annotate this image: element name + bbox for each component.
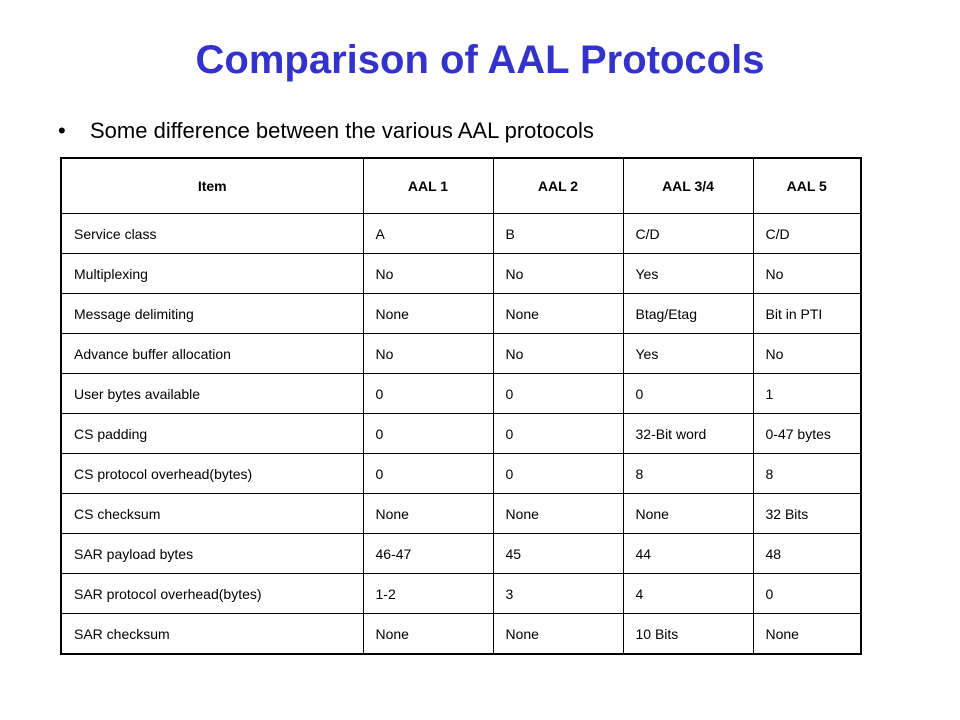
cell-aal34: None bbox=[623, 494, 753, 534]
cell-aal34: C/D bbox=[623, 214, 753, 254]
cell-aal1: None bbox=[363, 494, 493, 534]
cell-aal1: A bbox=[363, 214, 493, 254]
cell-aal1: None bbox=[363, 614, 493, 655]
cell-aal34: Btag/Etag bbox=[623, 294, 753, 334]
cell-item: SAR protocol overhead(bytes) bbox=[61, 574, 363, 614]
bullet-item bbox=[58, 116, 594, 146]
cell-aal34: 8 bbox=[623, 454, 753, 494]
cell-aal5: Bit in PTI bbox=[753, 294, 861, 334]
cell-aal2: 0 bbox=[493, 374, 623, 414]
table-row bbox=[61, 294, 861, 334]
cell-item: SAR checksum bbox=[61, 614, 363, 655]
cell-aal5: None bbox=[753, 614, 861, 655]
table-row bbox=[61, 334, 861, 374]
cell-aal2: No bbox=[493, 254, 623, 294]
cell-aal1: 46-47 bbox=[363, 534, 493, 574]
table-row bbox=[61, 374, 861, 414]
header-cell-aal1: AAL 1 bbox=[363, 158, 493, 214]
table-row bbox=[61, 574, 861, 614]
cell-aal5: 8 bbox=[753, 454, 861, 494]
cell-item: CS checksum bbox=[61, 494, 363, 534]
table-row bbox=[61, 414, 861, 454]
cell-item: Message delimiting bbox=[61, 294, 363, 334]
cell-aal34: Yes bbox=[623, 254, 753, 294]
cell-aal2: None bbox=[493, 494, 623, 534]
cell-item: SAR payload bytes bbox=[61, 534, 363, 574]
cell-item: CS padding bbox=[61, 414, 363, 454]
header-cell-aal5: AAL 5 bbox=[753, 158, 861, 214]
cell-aal5: 32 Bits bbox=[753, 494, 861, 534]
cell-item: Advance buffer allocation bbox=[61, 334, 363, 374]
cell-aal5: 0-47 bytes bbox=[753, 414, 861, 454]
bullet-icon: • bbox=[58, 118, 66, 143]
cell-aal5: 48 bbox=[753, 534, 861, 574]
cell-aal5: No bbox=[753, 254, 861, 294]
page-title: Comparison of AAL Protocols bbox=[195, 38, 765, 82]
header-cell-aal2: AAL 2 bbox=[493, 158, 623, 214]
cell-aal5: 0 bbox=[753, 574, 861, 614]
table-row bbox=[61, 614, 861, 655]
cell-aal34: 44 bbox=[623, 534, 753, 574]
cell-aal1: 0 bbox=[363, 374, 493, 414]
cell-aal1: 0 bbox=[363, 454, 493, 494]
cell-aal2: 3 bbox=[493, 574, 623, 614]
cell-aal5: No bbox=[753, 334, 861, 374]
cell-aal2: None bbox=[493, 294, 623, 334]
cell-aal1: 1-2 bbox=[363, 574, 493, 614]
cell-aal34: 10 Bits bbox=[623, 614, 753, 655]
bullet-text: Some difference between the various AAL protocols bbox=[90, 118, 594, 143]
cell-aal1: 0 bbox=[363, 414, 493, 454]
header-cell-item: Item bbox=[61, 158, 363, 214]
cell-aal2: 45 bbox=[493, 534, 623, 574]
cell-item: User bytes available bbox=[61, 374, 363, 414]
cell-item: CS protocol overhead(bytes) bbox=[61, 454, 363, 494]
cell-aal1: No bbox=[363, 254, 493, 294]
header-cell-aal34: AAL 3/4 bbox=[623, 158, 753, 214]
table-row bbox=[61, 454, 861, 494]
cell-aal34: 0 bbox=[623, 374, 753, 414]
cell-aal1: None bbox=[363, 294, 493, 334]
cell-aal34: 4 bbox=[623, 574, 753, 614]
cell-aal2: None bbox=[493, 614, 623, 655]
cell-aal2: No bbox=[493, 334, 623, 374]
table-body bbox=[61, 214, 861, 655]
cell-aal5: C/D bbox=[753, 214, 861, 254]
cell-aal2: 0 bbox=[493, 454, 623, 494]
table-row bbox=[61, 254, 861, 294]
table-row bbox=[61, 534, 861, 574]
table-row bbox=[61, 494, 861, 534]
cell-aal2: 0 bbox=[493, 414, 623, 454]
cell-aal34: Yes bbox=[623, 334, 753, 374]
table-row bbox=[61, 214, 861, 254]
cell-item: Multiplexing bbox=[61, 254, 363, 294]
cell-aal5: 1 bbox=[753, 374, 861, 414]
cell-aal34: 32-Bit word bbox=[623, 414, 753, 454]
cell-item: Service class bbox=[61, 214, 363, 254]
table-header-row bbox=[61, 158, 861, 214]
cell-aal2: B bbox=[493, 214, 623, 254]
aal-comparison-table bbox=[60, 157, 862, 655]
cell-aal1: No bbox=[363, 334, 493, 374]
